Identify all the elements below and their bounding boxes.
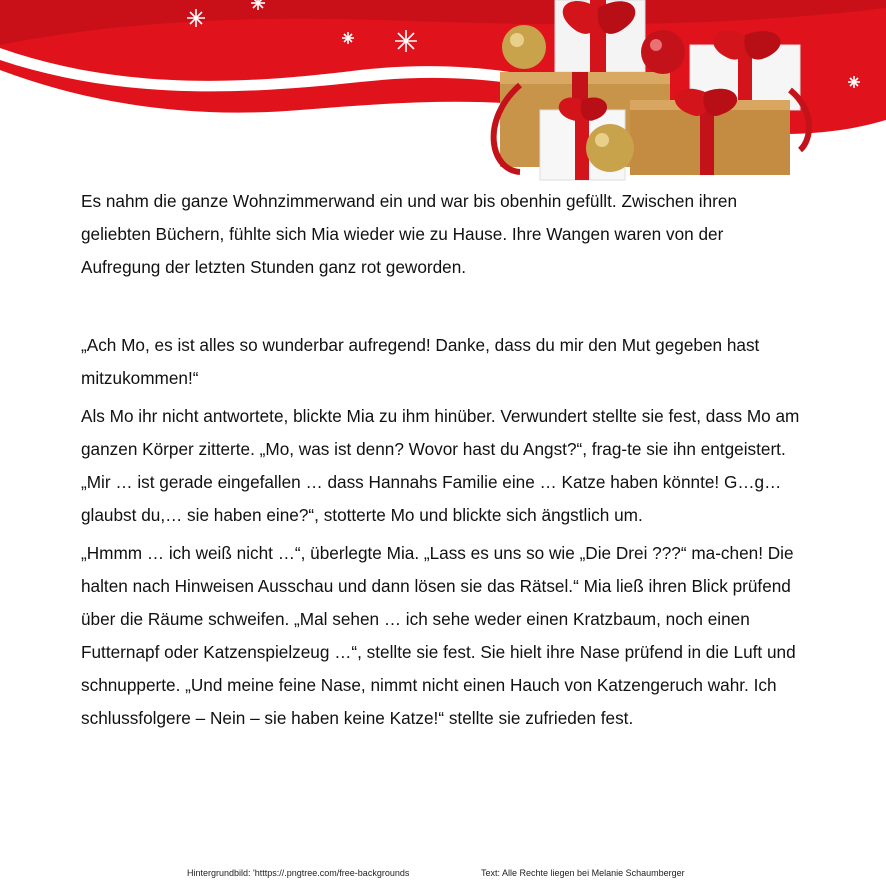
christmas-gifts-illustration [0,0,886,190]
story-paragraph: „Ach Mo, es ist alles so wunderbar aufregend! Danke, dass du mir den Mut gegeben hast mitzukommen!“ [81,335,760,388]
text-credit: Text: Alle Rechte liegen bei Melanie Schaumberger [481,868,685,878]
story-paragraph: Als Mo ihr nicht antwortete, blickte Mia zu ihm hinüber. Verwundert stellte sie fest, dass Mo am ganzen Körper zitterte. „Mo, was ist denn? Wovor hast du Angst?“, frag-te sie ihn entgeistert. [81,406,800,459]
christmas-header-banner [0,0,886,190]
background-credit: Hintergrundbild: 'htttps://.pngtree.com/free-backgrounds [187,868,410,878]
story-text [81,185,806,735]
story-paragraph: „Mir … ist gerade eingefallen … dass Hannahs Familie eine … Katze haben könnte! G…g…glaubst du,… sie haben eine?“, stotterte Mo und blickte sich ängstlich um. [81,472,782,525]
story-paragraph: Es nahm die ganze Wohnzimmerwand ein und war bis obenhin gefüllt. Zwischen ihren geliebten Büchern, fühlte sich Mia wieder wie zu Hause. Ihre Wangen waren von der Aufregung der letzten Stunden ganz rot geworden. [81,191,738,277]
story-paragraph: „Hmmm … ich weiß nicht …“, überlegte Mia. „Lass es uns so wie „Die Drei ???“ ma-chen! Die halten nach Hinweisen Ausschau und dann lösen sie das Rätsel.“ Mia ließ ihren Blick prüfend über die Räume schweifen. „Mal sehen … ich sehe weder einen Kratzbaum, noch einen Futternapf oder Katzenspielzeug …“, stellte sie fest. Sie hielt ihre Nase prüfend in die Luft und schnupperte. „Und meine feine Nase, nimmt nicht einen Hauch von Katzengeruch wahr. Ich schlussfolgere – Nein – sie haben keine Katze!“ stellte sie zufrieden fest. [81,543,796,728]
